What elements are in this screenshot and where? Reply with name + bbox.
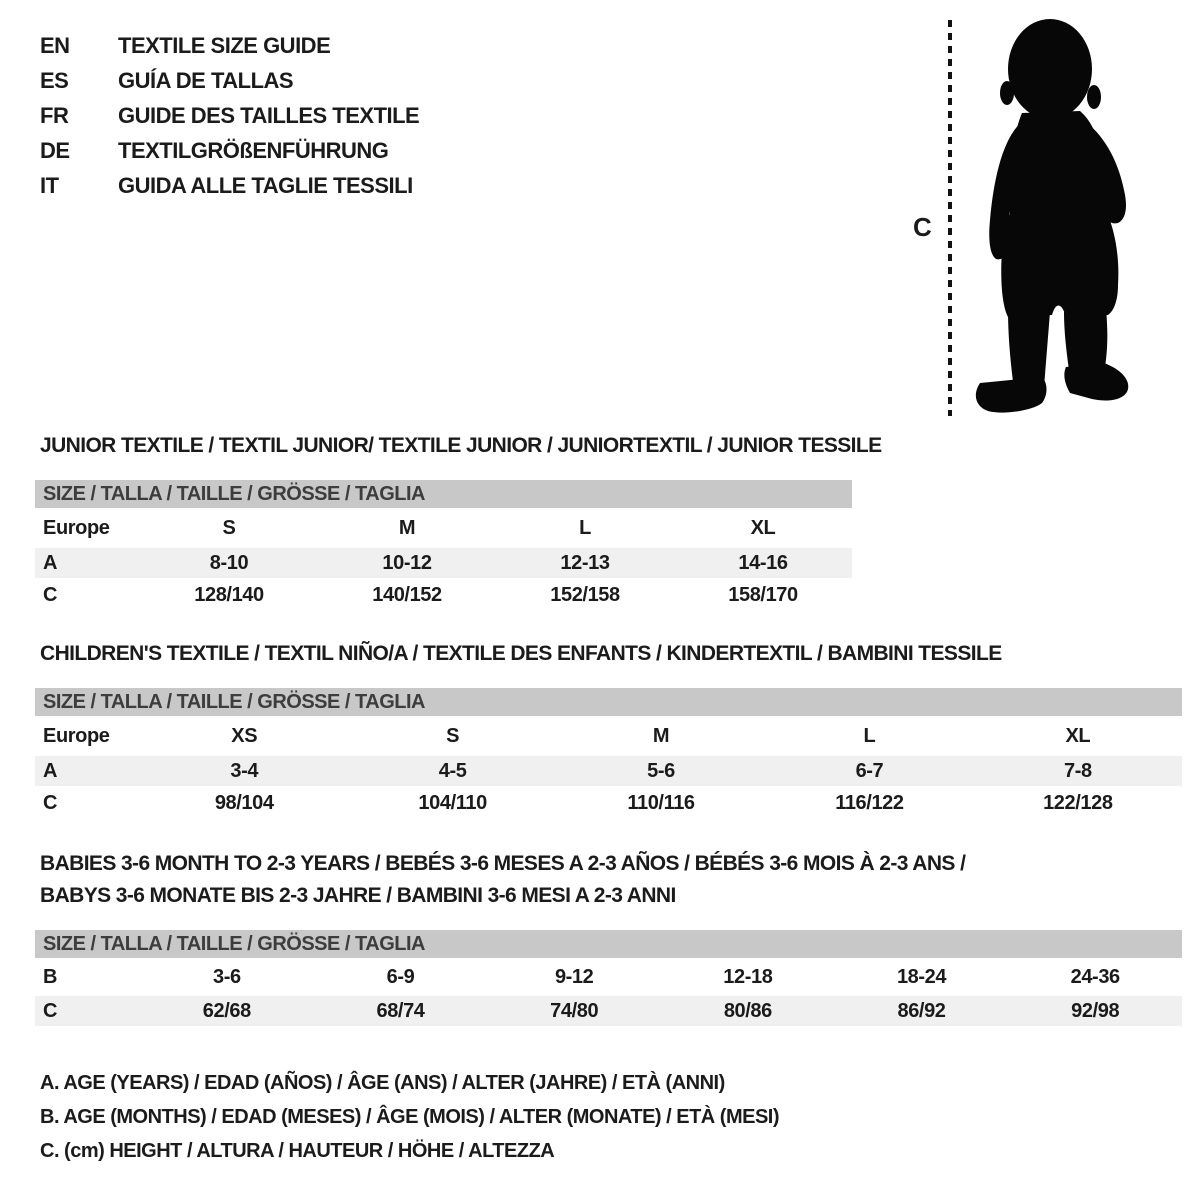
value-cell: 86/92 xyxy=(897,999,946,1022)
row-label: C xyxy=(43,999,58,1022)
junior-size-table xyxy=(35,480,852,612)
value-cell: 10-12 xyxy=(382,551,432,574)
language-code: FR xyxy=(40,102,69,128)
language-row xyxy=(40,98,419,133)
language-title: TEXTILE SIZE GUIDE xyxy=(118,32,331,58)
value-cell: 122/128 xyxy=(1043,791,1113,814)
row-label: Europe xyxy=(43,724,110,747)
language-list xyxy=(40,28,419,203)
value-cell: 6-9 xyxy=(386,965,415,988)
language-code: EN xyxy=(40,32,70,58)
baby-silhouette xyxy=(976,19,1128,413)
table-row-height xyxy=(35,786,1182,820)
table-row-months xyxy=(35,958,1182,996)
value-cell: 110/116 xyxy=(627,791,695,814)
value-cell: 140/152 xyxy=(372,583,442,606)
babies-section-title-line2: BABYS 3-6 MONATE BIS 2-3 JAHRE / BAMBINI 3-6 MESI A 2-3 ANNI xyxy=(40,884,676,907)
value-cell: 104/110 xyxy=(418,791,487,814)
junior-section-title: JUNIOR TEXTILE / TEXTIL JUNIOR/ TEXTILE JUNIOR / JUNIORTEXTIL / JUNIOR TESSILE xyxy=(40,434,882,457)
value-cell: 128/140 xyxy=(194,583,264,606)
row-label: A xyxy=(43,551,58,574)
table-row-europe xyxy=(35,716,1182,756)
value-cell: 12-18 xyxy=(723,965,773,988)
language-code: IT xyxy=(40,172,59,198)
baby-silhouette-image xyxy=(962,14,1140,418)
value-cell: 116/122 xyxy=(835,791,904,814)
size-cell: M xyxy=(398,516,416,539)
language-code: ES xyxy=(40,67,69,93)
value-cell: 68/74 xyxy=(376,999,425,1022)
value-cell: 158/170 xyxy=(728,583,798,606)
row-label: Europe xyxy=(43,516,110,539)
value-cell: 6-7 xyxy=(855,759,884,782)
language-title: TEXTILGRÖßENFÜHRUNG xyxy=(118,137,389,163)
language-row xyxy=(40,133,419,168)
value-cell: 8-10 xyxy=(209,551,249,574)
language-title: GUIDE DES TAILLES TEXTILE xyxy=(118,102,420,128)
language-row xyxy=(40,28,419,63)
language-code: DE xyxy=(40,137,70,163)
table-row-europe xyxy=(35,508,852,548)
children-size-table xyxy=(35,688,1182,820)
language-title: GUÍA DE TALLAS xyxy=(118,67,294,93)
size-cell: S xyxy=(446,724,460,747)
value-cell: 7-8 xyxy=(1063,759,1092,782)
legend xyxy=(40,1072,779,1174)
measure-label-c: C xyxy=(913,212,932,242)
value-cell: 74/80 xyxy=(550,999,599,1022)
table-row-height xyxy=(35,578,852,612)
value-cell: 3-4 xyxy=(230,759,259,782)
size-cell: L xyxy=(579,516,591,539)
row-label: A xyxy=(43,759,58,782)
row-label: B xyxy=(43,965,58,988)
children-section-title: CHILDREN'S TEXTILE / TEXTIL NIÑO/A / TEXTILE DES ENFANTS / KINDERTEXTIL / BAMBINI TESSILE xyxy=(40,642,1002,665)
value-cell: 98/104 xyxy=(214,791,274,814)
legend-line-c: C. (cm) HEIGHT / ALTURA / HAUTEUR / HÖHE / ALTEZZA xyxy=(40,1140,555,1162)
babies-size-table xyxy=(35,930,1182,1026)
value-cell: 24-36 xyxy=(1070,965,1120,988)
value-cell: 92/98 xyxy=(1071,999,1120,1022)
language-title: GUIDA ALLE TAGLIE TESSILI xyxy=(118,172,413,198)
size-cell: L xyxy=(863,724,876,747)
value-cell: 152/158 xyxy=(550,583,620,606)
value-cell: 14-16 xyxy=(738,551,788,574)
babies-size-header-bar: SIZE / TALLA / TAILLE / GRÖSSE / TAGLIA xyxy=(35,930,1182,958)
legend-line-a: A. AGE (YEARS) / EDAD (AÑOS) / ÂGE (ANS) / ALTER (JAHRE) / ETÀ (ANNI) xyxy=(40,1072,725,1094)
table-row-age xyxy=(35,548,852,578)
value-cell: 3-6 xyxy=(212,965,241,988)
value-cell: 5-6 xyxy=(647,759,675,782)
size-cell: S xyxy=(222,516,236,539)
legend-line-b: B. AGE (MONTHS) / EDAD (MESES) / ÂGE (MOIS) / ALTER (MONATE) / ETÀ (MESI) xyxy=(40,1106,780,1128)
language-row xyxy=(40,63,419,98)
size-cell: XL xyxy=(750,516,776,539)
value-cell: 80/86 xyxy=(723,999,772,1022)
height-measure-dashed-line xyxy=(948,20,952,416)
babies-section-title-line1: BABIES 3-6 MONTH TO 2-3 YEARS / BEBÉS 3-6 MESES A 2-3 AÑOS / BÉBÉS 3-6 MOIS À 2-3 ANS / xyxy=(40,852,966,875)
size-cell: XS xyxy=(231,724,258,747)
value-cell: 62/68 xyxy=(202,999,251,1022)
table-row-age xyxy=(35,756,1182,786)
children-size-header-bar: SIZE / TALLA / TAILLE / GRÖSSE / TAGLIA xyxy=(35,688,1182,716)
value-cell: 9-12 xyxy=(554,965,594,988)
language-row xyxy=(40,168,419,203)
value-cell: 18-24 xyxy=(896,965,947,988)
value-cell: 4-5 xyxy=(438,759,467,782)
size-cell: XL xyxy=(1065,724,1091,747)
value-cell: 12-13 xyxy=(560,551,610,574)
table-row-height xyxy=(35,996,1182,1026)
row-label: C xyxy=(43,791,58,814)
row-label: C xyxy=(43,583,58,606)
junior-size-header-bar: SIZE / TALLA / TAILLE / GRÖSSE / TAGLIA xyxy=(35,480,852,508)
size-cell: M xyxy=(652,724,670,747)
